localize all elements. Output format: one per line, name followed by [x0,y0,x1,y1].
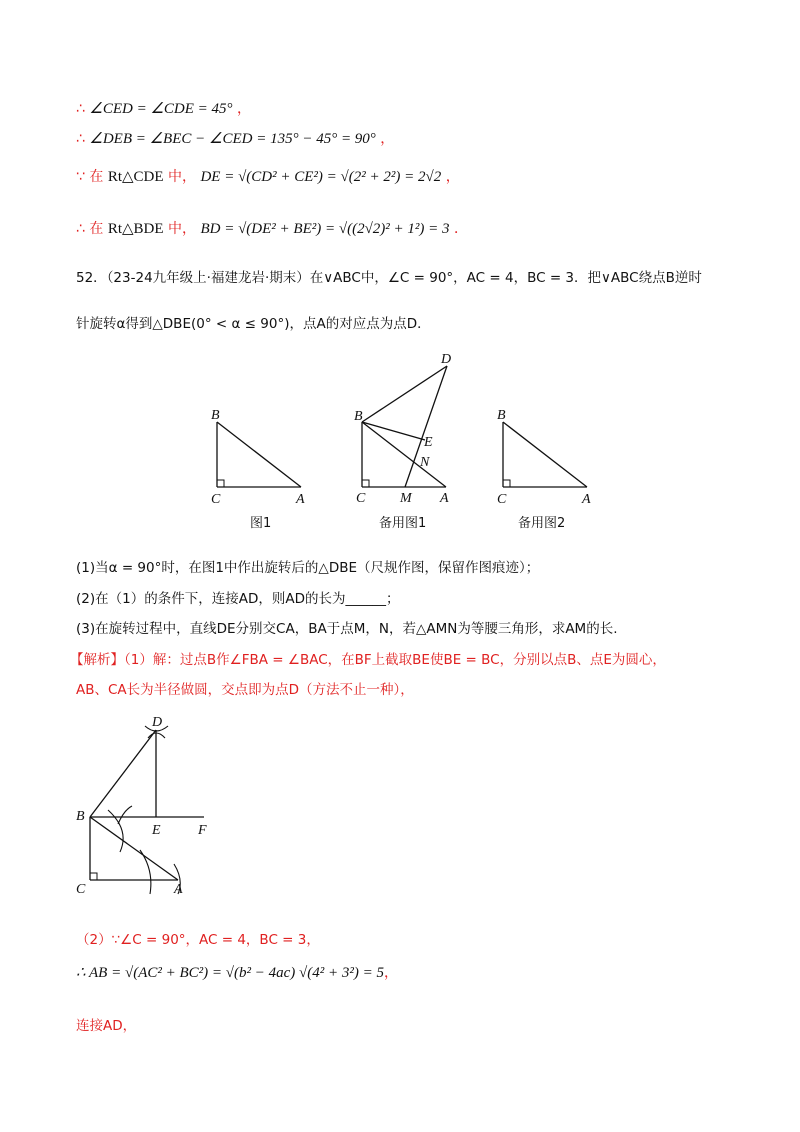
punctuation: ， [383,965,398,981]
punctuation: ， [236,101,251,117]
figure-3-caption: 备用图2 [518,516,566,531]
triangle-name: Rt△BDE [107,221,164,237]
problem-stem-line-2 [76,312,431,332]
part2-line-1: （2）∵∠C = 90°，AC = 4，BC = 3， [76,932,320,948]
vertex-label-c: C [211,492,221,507]
part2-line-3: 连接AD， [76,1018,137,1034]
vertex-label-b: B [497,408,506,423]
vertex-label-a: A [296,492,305,507]
construction-figure [68,712,258,902]
therefore-symbol: ∴ [76,221,85,237]
text-fragment: 在 [89,221,104,237]
solution-line-1 [76,98,251,118]
question-3: (3)在旋转过程中，直线DE分别交CA，BA于点M，N，若△AMN为等腰三角形，求AM的长. [76,621,618,637]
vertex-label-b: B [354,409,363,424]
vertex-label-d: D [152,715,163,730]
problem-stem-line-1 [76,266,702,286]
problem-stem: 针旋转α得到△DBE(0° < α ≤ 90°)，点A的对应点为点D． [76,316,431,332]
solution-line-3 [76,166,460,186]
math-expression: ∠CED = ∠CDE = 45° [89,101,233,117]
vertex-label-b: B [76,809,85,824]
problem-source: （23-24九年级上·福建龙岩·期末） [106,270,310,286]
vertex-label-a: A [440,491,449,506]
analysis-tag: 【解析】 [70,652,124,668]
vertex-label-a: A [174,882,183,897]
solution-line-4 [76,218,468,238]
triangle-name: Rt△CDE [107,169,164,185]
figure-2 [350,350,480,510]
solution-line-2 [76,128,394,148]
math-expression: BD = √(DE² + BE²) = √((2√2)² + 1²) = 3 [200,221,450,237]
vertex-label-c: C [497,492,507,507]
therefore-symbol: ∴ [76,131,85,147]
vertex-label-b: B [211,408,220,423]
question-1: (1)当α = 90°时，在图1中作出旋转后的△DBE（尺规作图，保留作图痕迹）； [76,560,540,576]
vertex-label-f: F [198,823,207,838]
punctuation: ， [380,131,395,147]
vertex-label-c: C [76,882,86,897]
vertex-label-d: D [441,352,452,367]
vertex-label-m: M [400,491,412,506]
analysis-text: （1）解：过点B作∠FBA = ∠BAC，在BF上截取BE使BE = BC，分别以点B、点E为圆心， [124,652,666,668]
vertex-label-e: E [152,823,161,838]
vertex-label-e: E [424,435,433,450]
punctuation: ． [454,221,468,237]
math-expression: DE = √(CD² + CE²) = √(2² + 2²) = 2√2 [200,169,442,185]
therefore-symbol: ∴ [76,101,85,117]
figure-1 [205,404,325,514]
vertex-label-c: C [356,491,366,506]
question-2: (2)在（1）的条件下，连接AD，则AD的长为______； [76,591,400,607]
text-fragment: 中， [168,169,196,185]
vertex-label-a: A [582,492,591,507]
figure-3 [491,404,611,514]
analysis-line-2: AB、CA长为半径做圆，交点即为点D（方法不止一种）， [76,682,414,698]
figure-1-caption: 图1 [250,516,272,531]
vertex-label-n: N [420,455,430,470]
text-fragment: 中， [168,221,196,237]
math-expression: ∠DEB = ∠BEC − ∠CED = 135° − 45° = 90° [89,131,376,147]
math-expression: ∴ AB = √(AC² + BC²) = √(b² − 4ac) √(4² + 3²) = 5 [76,965,384,981]
text-fragment: 在 [89,169,104,185]
figure-2-caption: 备用图1 [379,516,427,531]
problem-stem: 在∨ABC中，∠C = 90°，AC = 4，BC = 3．把∨ABC绕点B逆时 [309,270,702,286]
analysis-line-1 [70,648,666,668]
part2-line-2 [76,962,398,982]
punctuation: ， [445,169,460,185]
problem-number: 52． [76,270,107,286]
because-symbol: ∵ [76,169,85,185]
